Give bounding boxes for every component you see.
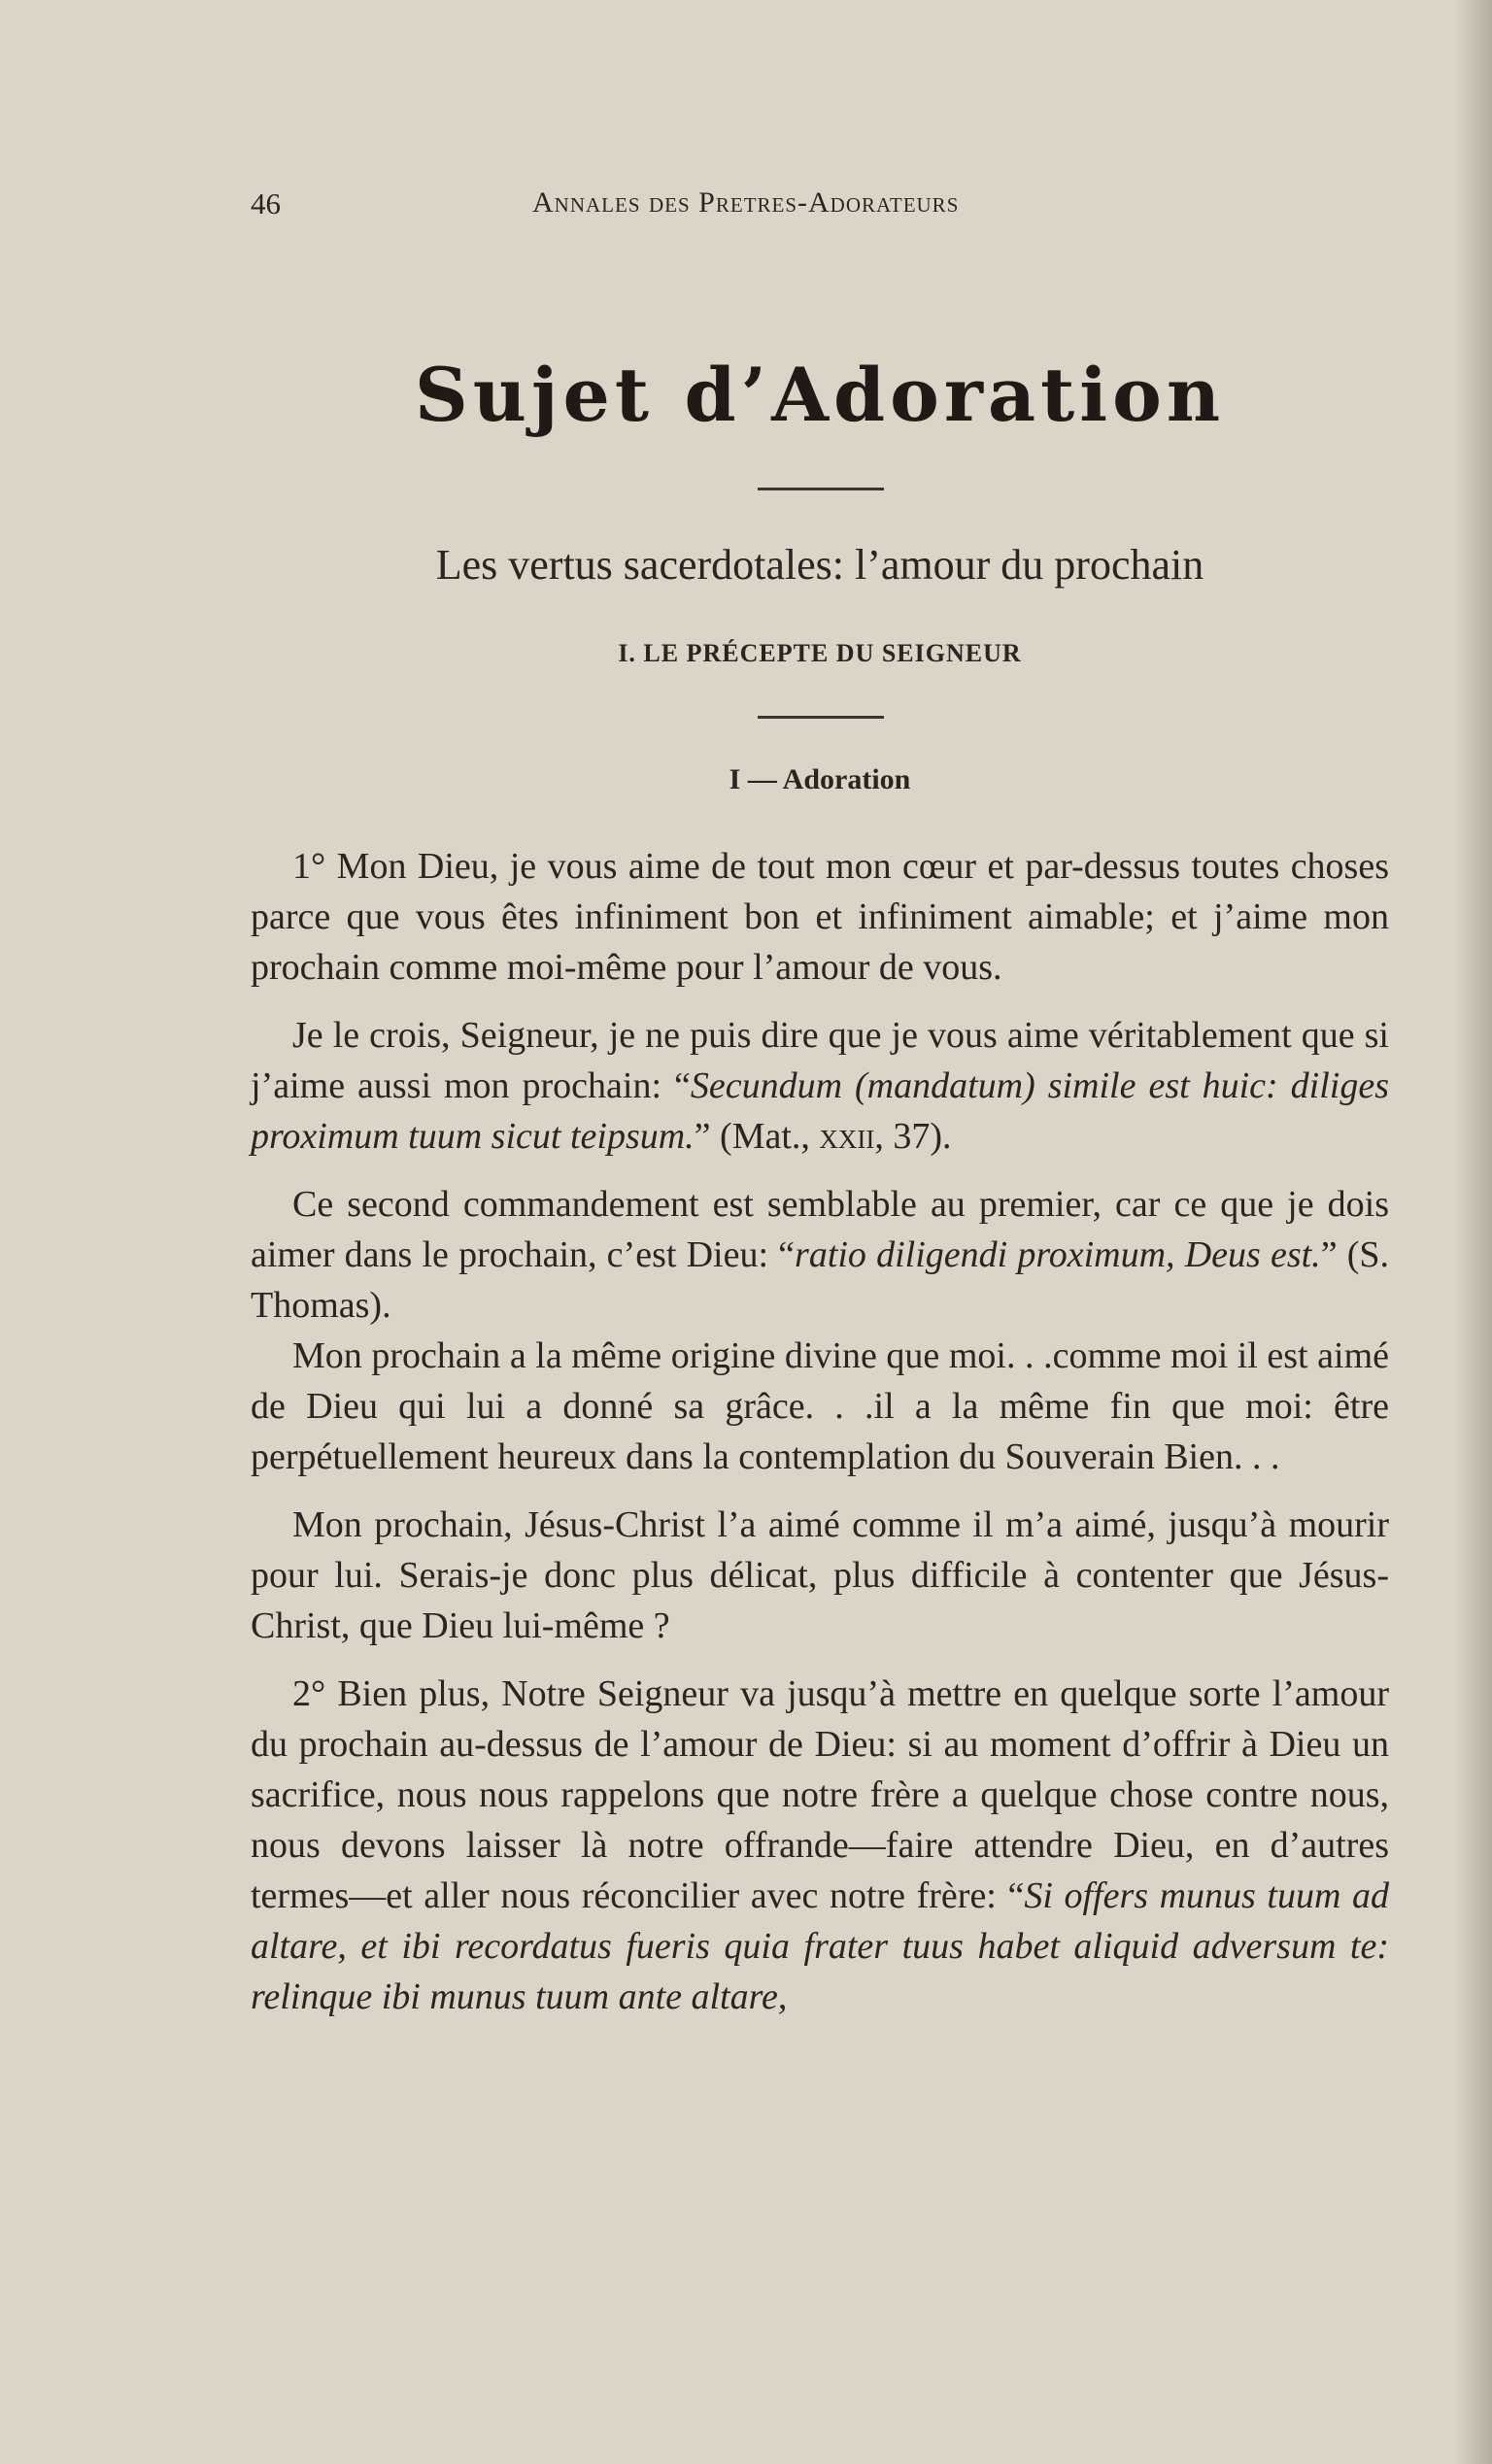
citation-text: ” (S. Thomas). <box>251 1234 1390 1326</box>
page-edge-shadow <box>1453 0 1492 2464</box>
paragraph-1: 1° Mon Dieu, je vous aime de tout mon cœur et par-dessus toutes choses parce que vous êtes infiniment bon et infiniment aimable; et j’aime mon prochain comme moi-même pour l’amour de vous. <box>251 846 1389 988</box>
paragraph-2-text: Je le crois, Seigneur, je ne puis dire que je vous aime véritablement que si j’aime aussi mon prochain: “ <box>251 1015 1389 1106</box>
subtitle: Les vertus sacerdotales: l’amour du prochain <box>435 541 1204 589</box>
paragraph-6 <box>251 1669 1389 2022</box>
paragraph-3 <box>251 1179 1389 1331</box>
latin-quote: ratio diligendi proximum, Deus est. <box>795 1234 1321 1275</box>
paragraph-3-text: Ce second commandement est semblable au premier, car ce que je dois aimer dans le prochain, c’est Dieu: “ <box>251 1184 1389 1275</box>
precept-heading: I. LE PRÉCEPTE DU SEIGNEUR <box>618 639 1022 667</box>
journal-title: Annales des Pretres-Adorateurs <box>532 186 960 219</box>
paragraph-4: Mon prochain a la même origine divine que moi. . .comme moi il est aimé de Dieu qui lui a donné sa grâce. . .il a la même fin que moi: être perpétuellement heureux dans la contemplation du Souverain Bien. . . <box>251 1335 1389 1477</box>
body-text <box>251 841 1389 2040</box>
title-divider <box>758 488 884 490</box>
paragraph-5: Mon prochain, Jésus-Christ l’a aimé comme il m’a aimé, jusqu’à mourir pour lui. Serais-je donc plus délicat, plus difficile à contenter que Jésus-Christ, que Dieu lui-même ? <box>251 1504 1389 1646</box>
page-number: 46 <box>251 186 281 220</box>
paragraph-2 <box>251 1010 1389 1162</box>
running-head <box>251 186 1389 225</box>
paragraph-6-text: 2° Bien plus, Notre Seigneur va jusqu’à mettre en quelque sorte l’amour du prochain au-dessus de l’amour de Dieu: si au moment d’offrir à Dieu un sacrifice, nous nous rappelons que notre frère a quelque chose contre nous, nous devons laisser là notre offrande—faire attendre Dieu, en d’autres termes—et aller nous réconcilier avec notre frère: “ <box>251 1673 1389 1916</box>
section-divider <box>758 716 884 719</box>
latin-quote: Secundum (mandatum) simile est huic: diliges proximum tuum sicut teipsum. <box>251 1065 1389 1157</box>
citation-roman-numeral: xxii <box>819 1116 875 1157</box>
latin-quote: Si offers munus tuum ad altare, et ibi recordatus fueris quia frater tuus habet aliquid adversum te: relinque ibi munus tuum ante altare, <box>251 1875 1389 2017</box>
citation-text: ” (Mat., <box>694 1116 820 1157</box>
section-title: Sujet d’Adoration <box>414 352 1226 438</box>
part-heading: I — Adoration <box>729 763 911 795</box>
citation-end: , 37). <box>874 1116 952 1157</box>
